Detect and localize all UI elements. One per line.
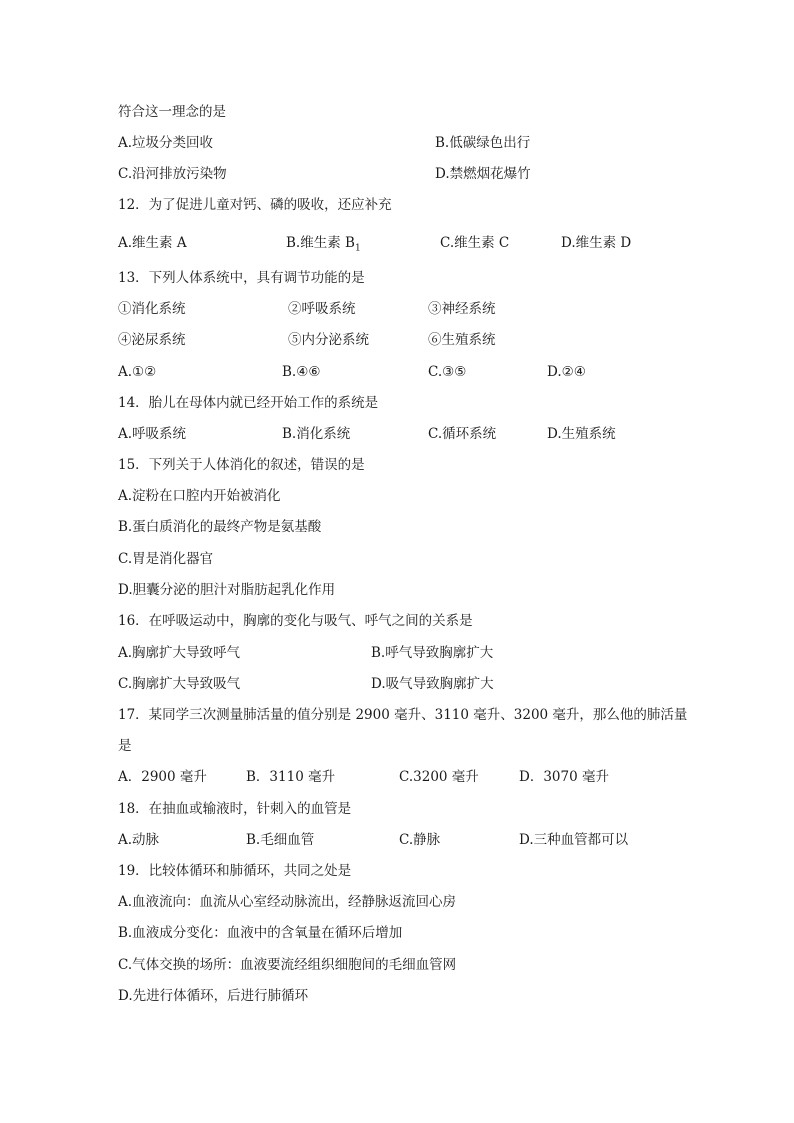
question-11-option-b: B.低碳绿色出行 [435, 135, 531, 151]
question-16-option-c: C.胸廓扩大导致吸气 [118, 676, 241, 692]
question-19-option-c: C.气体交换的场所：血液要流经组织细胞间的毛细血管网 [118, 957, 457, 973]
question-15-option-d: D.胆囊分泌的胆汁对脂肪起乳化作用 [118, 582, 336, 598]
question-15-option-c: C.胃是消化器官 [118, 551, 214, 567]
question-13-option-c: C.③⑤ [428, 364, 467, 380]
question-11-option-d: D.禁燃烟花爆竹 [435, 166, 531, 182]
question-11-option-c: C.沿河排放污染物 [118, 166, 227, 182]
question-12-option-c: C.维生素 C [440, 235, 510, 251]
question-18-option-d: D.三种血管都可以 [519, 832, 629, 848]
question-19-option-d: D.先进行体循环，后进行肺循环 [118, 988, 309, 1004]
question-13-system-2: ②呼吸系统 [288, 301, 356, 317]
question-18-stem: 18．在抽血或输液时，针刺入的血管是 [118, 801, 352, 817]
question-15-option-a: A.淀粉在口腔内开始被消化 [118, 488, 281, 504]
question-11-option-a: A.垃圾分类回收 [118, 135, 214, 151]
question-13-option-a: A.①② [118, 364, 157, 380]
question-12-stem: 12．为了促进儿童对钙、磷的吸收，还应补充 [118, 197, 392, 213]
question-17-option-b: B．3110 毫升 [246, 769, 336, 785]
question-13-stem: 13．下列人体系统中，具有调节功能的是 [118, 270, 365, 286]
question-18-option-b: B.毛细血管 [246, 832, 315, 848]
question-17-option-d: D．3070 毫升 [519, 769, 609, 785]
question-11-stem: 符合这一理念的是 [118, 104, 226, 120]
question-13-system-4: ④泌尿系统 [118, 332, 186, 348]
question-12-option-d: D.维生素 D [561, 235, 632, 251]
question-16-option-d: D.吸气导致胸廓扩大 [371, 676, 494, 692]
question-13-system-5: ⑤内分泌系统 [288, 332, 369, 348]
question-15-option-b: B.蛋白质消化的最终产物是氨基酸 [118, 519, 322, 535]
question-19-option-b: B.血液成分变化：血液中的含氧量在循环后增加 [118, 925, 403, 941]
question-16-option-b: B.呼气导致胸廓扩大 [371, 645, 494, 661]
question-16-stem: 16．在呼吸运动中，胸廓的变化与吸气、呼气之间的关系是 [118, 613, 473, 629]
question-12-option-a: A.维生素 A [118, 235, 187, 251]
question-16-option-a: A.胸廓扩大导致呼气 [118, 645, 241, 661]
question-17-option-c: C.3200 毫升 [399, 769, 479, 785]
question-15-stem: 15．下列关于人体消化的叙述，错误的是 [118, 457, 365, 473]
question-13-system-1: ①消化系统 [118, 301, 186, 317]
question-14-option-b: B.消化系统 [282, 426, 351, 442]
question-13-option-d: D.②④ [547, 364, 586, 380]
question-14-option-c: C.循环系统 [428, 426, 497, 442]
question-18-option-a: A.动脉 [118, 832, 160, 848]
question-14-option-d: D.生殖系统 [547, 426, 616, 442]
question-18-option-c: C.静脉 [399, 832, 441, 848]
question-12-option-b-main: B.维生素 B [286, 235, 355, 251]
question-14-stem: 14．胎儿在母体内就已经开始工作的系统是 [118, 395, 379, 411]
question-19-stem: 19．比较体循环和肺循环，共同之处是 [118, 863, 352, 879]
question-17-option-a: A．2900 毫升 [118, 769, 207, 785]
question-12-option-b-subscript: 1 [354, 243, 361, 254]
question-12-option-b [286, 233, 361, 253]
question-13-system-3: ③神经系统 [428, 301, 496, 317]
question-19-option-a: A.血液流向：血流从心室经动脉流出，经静脉返流回心房 [118, 894, 457, 910]
question-13-option-b: B.④⑥ [282, 364, 321, 380]
question-17-stem-continued: 是 [118, 738, 132, 754]
question-17-stem: 17．某同学三次测量肺活量的值分别是 2900 毫升、3110 毫升、3200 毫升，那么他的肺活量 [118, 707, 688, 723]
question-13-system-6: ⑥生殖系统 [428, 332, 496, 348]
question-14-option-a: A.呼吸系统 [118, 426, 187, 442]
